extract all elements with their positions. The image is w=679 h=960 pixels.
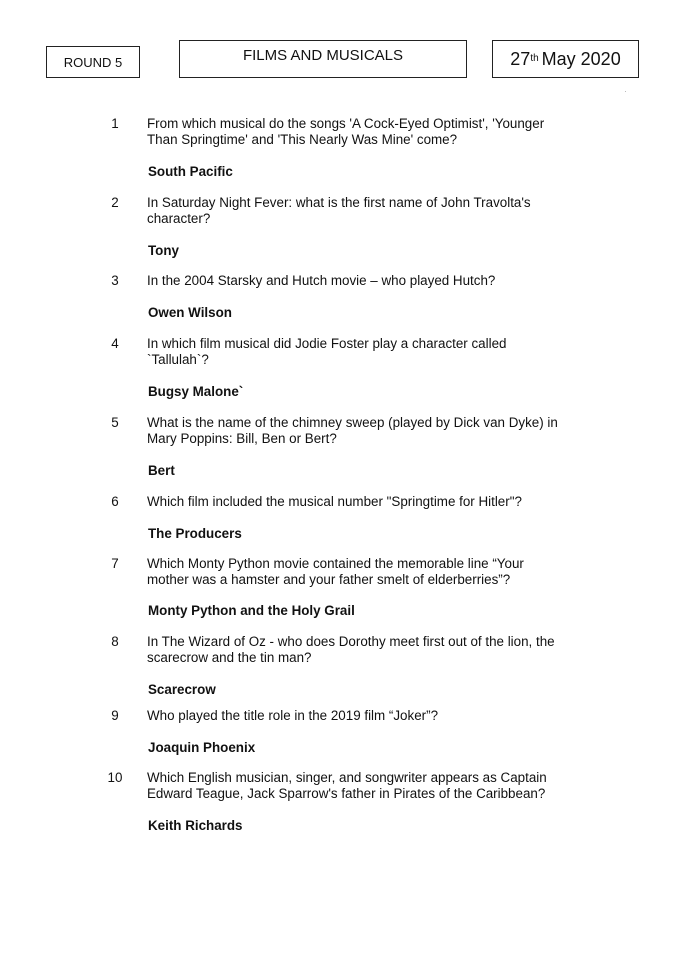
- question-text: [147, 336, 587, 368]
- quiz-title: FILMS AND MUSICALS: [242, 47, 404, 64]
- question-line: Which film included the musical number "Springtime for Hitler"?: [147, 494, 522, 509]
- answer-text: Tony: [148, 243, 179, 258]
- question-text: [147, 116, 587, 148]
- date-box: [492, 40, 639, 78]
- date-rest: May 2020: [541, 48, 621, 69]
- question-number: 4: [111, 336, 119, 351]
- question-number: 3: [111, 273, 119, 288]
- question-text: [147, 195, 587, 227]
- answer-text: South Pacific: [148, 164, 233, 179]
- question-line: In Saturday Night Fever: what is the first name of John Travolta's: [147, 195, 531, 210]
- quiz-title-box: [179, 40, 467, 78]
- answer-text: Joaquin Phoenix: [148, 740, 256, 755]
- question-line: Who played the title role in the 2019 film “Joker”?: [147, 708, 439, 723]
- date-suffix: th: [530, 52, 539, 64]
- question-number: 10: [107, 770, 123, 785]
- question-text: [147, 273, 587, 289]
- question-text: [147, 415, 587, 447]
- question-number: 7: [111, 556, 119, 571]
- question-number: 8: [111, 634, 119, 649]
- answer-text: Keith Richards: [148, 818, 243, 833]
- question-line: mother was a hamster and your father smelt of elderberries”?: [147, 572, 511, 587]
- answer-text: Owen Wilson: [148, 305, 232, 320]
- question-number: 9: [111, 708, 119, 723]
- question-text: [147, 770, 587, 802]
- question-text: [147, 634, 587, 666]
- question-line: Which Monty Python movie contained the memorable line “Your: [147, 556, 524, 571]
- date-day: 27: [510, 48, 531, 69]
- question-number: 2: [111, 195, 119, 210]
- answer-text: The Producers: [148, 526, 242, 541]
- question-line: In The Wizard of Oz - who does Dorothy meet first out of the lion, the: [147, 634, 555, 649]
- question-line: What is the name of the chimney sweep (played by Dick van Dyke) in: [147, 415, 558, 430]
- question-line: character?: [147, 211, 211, 226]
- question-text: [147, 494, 587, 510]
- question-line: Which English musician, singer, and songwriter appears as Captain: [147, 770, 547, 785]
- question-line: Than Springtime' and 'This Nearly Was Mine' come?: [147, 132, 458, 147]
- question-text: [147, 708, 587, 724]
- question-number: 5: [111, 415, 119, 430]
- question-line: In which film musical did Jodie Foster play a character called: [147, 336, 507, 351]
- question-line: In the 2004 Starsky and Hutch movie – who played Hutch?: [147, 273, 496, 288]
- question-line: Mary Poppins: Bill, Ben or Bert?: [147, 431, 337, 446]
- answer-text: Bugsy Malone`: [148, 384, 244, 399]
- question-line: Edward Teague, Jack Sparrow's father in Pirates of the Caribbean?: [147, 786, 546, 801]
- question-text: [147, 556, 587, 588]
- question-line: From which musical do the songs 'A Cock-Eyed Optimist', 'Younger: [147, 116, 545, 131]
- round-label: ROUND 5: [63, 54, 123, 70]
- question-line: scarecrow and the tin man?: [147, 650, 312, 665]
- answer-text: Monty Python and the Holy Grail: [148, 603, 355, 618]
- question-line: `Tallulah`?: [147, 352, 209, 367]
- round-label-box: [46, 46, 140, 78]
- question-number: 6: [111, 494, 119, 509]
- scan-speck: [625, 91, 626, 92]
- answer-text: Scarecrow: [148, 682, 216, 697]
- answer-text: Bert: [148, 463, 175, 478]
- question-number: 1: [111, 116, 119, 131]
